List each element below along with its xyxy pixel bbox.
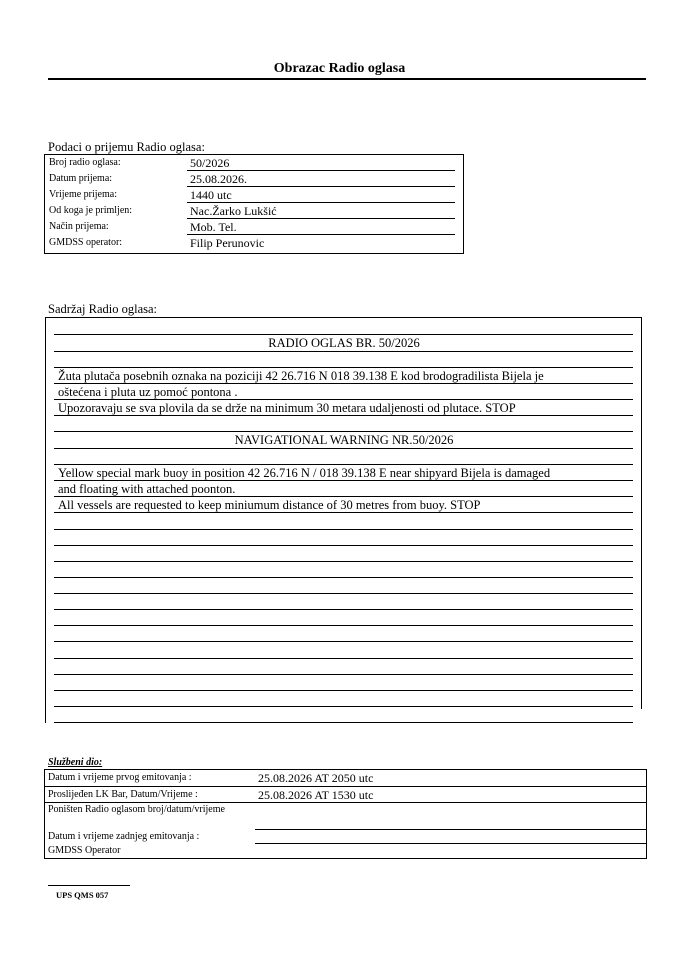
ruled-line: [54, 415, 633, 416]
forwarded-value: 25.08.2026 AT 1530 utc: [258, 788, 374, 802]
local-warning-heading: RADIO OGLAS BR. 50/2026: [268, 336, 420, 350]
reception-row-label: Od koga je primljen:: [49, 205, 133, 216]
official-table: [44, 769, 647, 859]
footer-divider: [48, 885, 130, 886]
gmdss-operator-label: GMDSS Operator: [48, 845, 121, 856]
reception-row: [45, 155, 463, 171]
document-code: UPS QMS 057: [56, 890, 109, 900]
english-warning-line: All vessels are requested to keep miniumum distance of 30 metres from buoy. STOP: [58, 498, 481, 512]
ruled-line: [54, 577, 633, 578]
last-broadcast-label: Datum i vrijeme zadnjeg emitovanja :: [48, 831, 200, 842]
cancelled-label: Poništen Radio oglasom broj/datum/vrijeme: [48, 804, 225, 815]
local-warning-line: oštećena i pluta uz pomoć pontona .: [58, 385, 238, 399]
ruled-line: [54, 722, 633, 723]
reception-row-value: Nac.Žarko Lukšić: [190, 204, 277, 218]
first-broadcast-value: 25.08.2026 AT 2050 utc: [258, 771, 374, 785]
ruled-line: [54, 545, 633, 546]
ruled-line: [54, 464, 633, 465]
local-warning-line: Žuta plutača posebnih oznaka na poziciji 42 26.716 N 018 39.138 E kod brodogradilista Bijela je: [58, 369, 544, 383]
row-divider: [255, 843, 646, 844]
ruled-line: [54, 431, 633, 432]
reception-row-value: 25.08.2026.: [190, 172, 247, 186]
local-warning-line: Upozoravaju se sva plovila da se drže na minimum 30 metara udaljenosti od plutace. STOP: [58, 401, 516, 415]
ruled-line: [54, 334, 633, 335]
forwarded-label: Proslijeđen LK Bar, Datum/Vrijeme :: [48, 789, 198, 800]
ruled-line: [54, 512, 633, 513]
ruled-line: [54, 480, 633, 481]
ruled-line: [54, 674, 633, 675]
first-broadcast-label: Datum i vrijeme prvog emitovanja :: [48, 772, 192, 783]
reception-table: [44, 154, 464, 254]
reception-row-value: Mob. Tel.: [190, 220, 237, 234]
reception-row-label: Broj radio oglasa:: [49, 157, 121, 168]
ruled-line: [54, 367, 633, 368]
page-title: Obrazac Radio oglasa: [273, 61, 406, 76]
reception-row-label: Datum prijema:: [49, 173, 113, 184]
title-divider: [48, 78, 646, 80]
reception-row-value: Filip Perunovic: [190, 236, 265, 250]
ruled-line: [54, 658, 633, 659]
ruled-line: [54, 625, 633, 626]
ruled-line: [54, 561, 633, 562]
content-box-right-border: [641, 317, 642, 709]
ruled-line: [54, 351, 633, 352]
ruled-line: [54, 609, 633, 610]
reception-row-value: 1440 utc: [190, 188, 232, 202]
reception-row-label: GMDSS operator:: [49, 237, 123, 248]
ruled-line: [54, 690, 633, 691]
row-divider: [45, 786, 646, 787]
reception-row-label: Vrijeme prijema:: [49, 189, 117, 200]
ruled-line: [54, 383, 633, 384]
reception-row: [45, 187, 463, 203]
ruled-line: [54, 448, 633, 449]
ruled-line: [54, 706, 633, 707]
content-box: [45, 317, 642, 723]
ruled-line: [54, 529, 633, 530]
reception-row-label: Način prijema:: [49, 221, 109, 232]
reception-row: [45, 203, 463, 219]
ruled-line: [54, 641, 633, 642]
ruled-line: [54, 399, 633, 400]
english-warning-line: and floating with attached poonton.: [58, 482, 236, 496]
reception-row: [45, 235, 463, 251]
reception-row: [45, 219, 463, 235]
english-warning-heading: NAVIGATIONAL WARNING NR.50/2026: [234, 433, 454, 447]
reception-row: [45, 171, 463, 187]
ruled-line: [54, 496, 633, 497]
official-section-label: Službeni dio:: [48, 757, 103, 768]
ruled-line: [54, 593, 633, 594]
english-warning-line: Yellow special mark buoy in position 42 26.716 N / 018 39.138 E near shipyard Bijela is damaged: [58, 466, 551, 480]
reception-section-label: Podaci o prijemu Radio oglasa:: [48, 140, 205, 154]
reception-row-value: 50/2026: [190, 156, 230, 170]
content-section-label: Sadržaj Radio oglasa:: [48, 302, 157, 316]
row-divider: [255, 829, 646, 830]
